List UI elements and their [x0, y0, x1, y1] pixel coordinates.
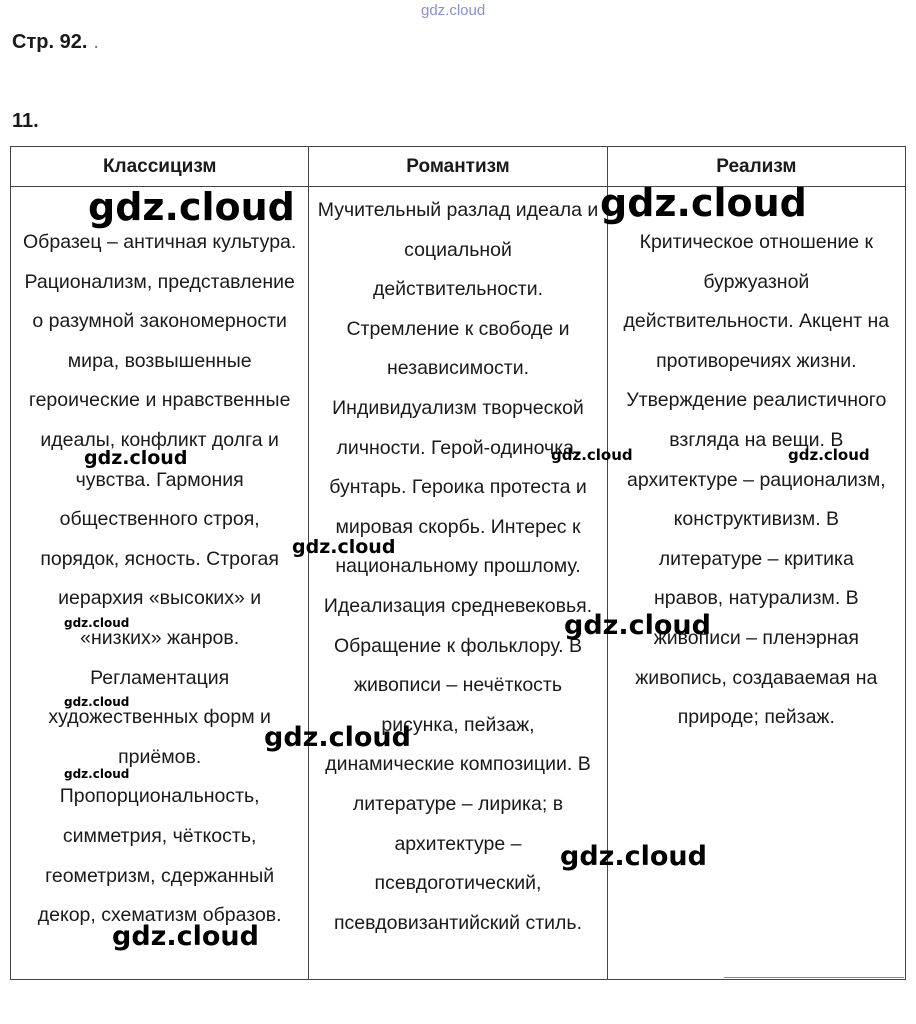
scan-line — [724, 977, 904, 978]
column-header-realism: Реализм — [607, 147, 905, 187]
watermark: gdz.cloud — [88, 185, 295, 229]
watermark: gdz.cloud — [292, 536, 396, 558]
column-header-classicism: Классицизм — [11, 147, 309, 187]
cell-text-romanticism: Мучительный разлад идеала и социальной действительности. Стремление к свободе и независимости. Индивидуализм творческой личности. Герой-одиночка, бунтарь. Героика протеста и мировая скорбь. Интерес к национальному прошлому. Идеализация средневековья. Обращение к фольклору. В живописи – нечёткость рисунка, пейзаж, динамические композиции. В литературе – лирика; в архитектуре – псевдоготический, псевдовизантийский стиль. — [317, 199, 599, 934]
table-row — [11, 187, 906, 980]
cell-text-realism: Критическое отношение к буржуазной действительности. Акцент на противоречиях жизни. Утверждение реалистичного взгляда на вещи. В архитектуре – рационализм, конструктивизм. В литературе – критика нравов, натурализм. В живописи – пленэрная живопись, создаваемая на природе; пейзаж. — [623, 231, 890, 729]
watermark: gdz.cloud — [64, 695, 130, 709]
cell-classicism — [11, 187, 309, 980]
cell-text-classicism: Образец – античная культура. Рационализм, представление о разумной закономерности мира, возвышенные героические и нравственные идеалы, конфликт долга и чувства. Гармония общественного строя, порядок, ясность. Строгая иерархия «высоких» и «низких» жанров. Регламентация художественных форм и приёмов. Пропорциональность, симметрия, чёткость, геометризм, сдержанный декор, схематизм образов. — [23, 231, 297, 927]
watermark: gdz.cloud — [600, 181, 807, 225]
page-heading — [12, 31, 99, 54]
watermark: gdz.cloud — [264, 722, 411, 753]
column-header-romanticism: Романтизм — [309, 147, 607, 187]
watermark: gdz.cloud — [564, 610, 711, 641]
watermark: gdz.cloud — [788, 446, 870, 464]
watermark: gdz.cloud — [84, 447, 188, 469]
watermark: gdz.cloud — [112, 921, 259, 952]
watermark: gdz.cloud — [560, 841, 707, 872]
comparison-table — [10, 146, 906, 980]
task-number: 11. — [12, 110, 39, 132]
page-dot: . — [93, 31, 99, 53]
watermark: gdz.cloud — [64, 616, 130, 630]
page-label: Стр. 92. — [12, 31, 88, 53]
watermark: gdz.cloud — [64, 767, 130, 781]
watermark: gdz.cloud — [551, 446, 633, 464]
site-watermark-top: gdz.cloud — [421, 2, 486, 19]
